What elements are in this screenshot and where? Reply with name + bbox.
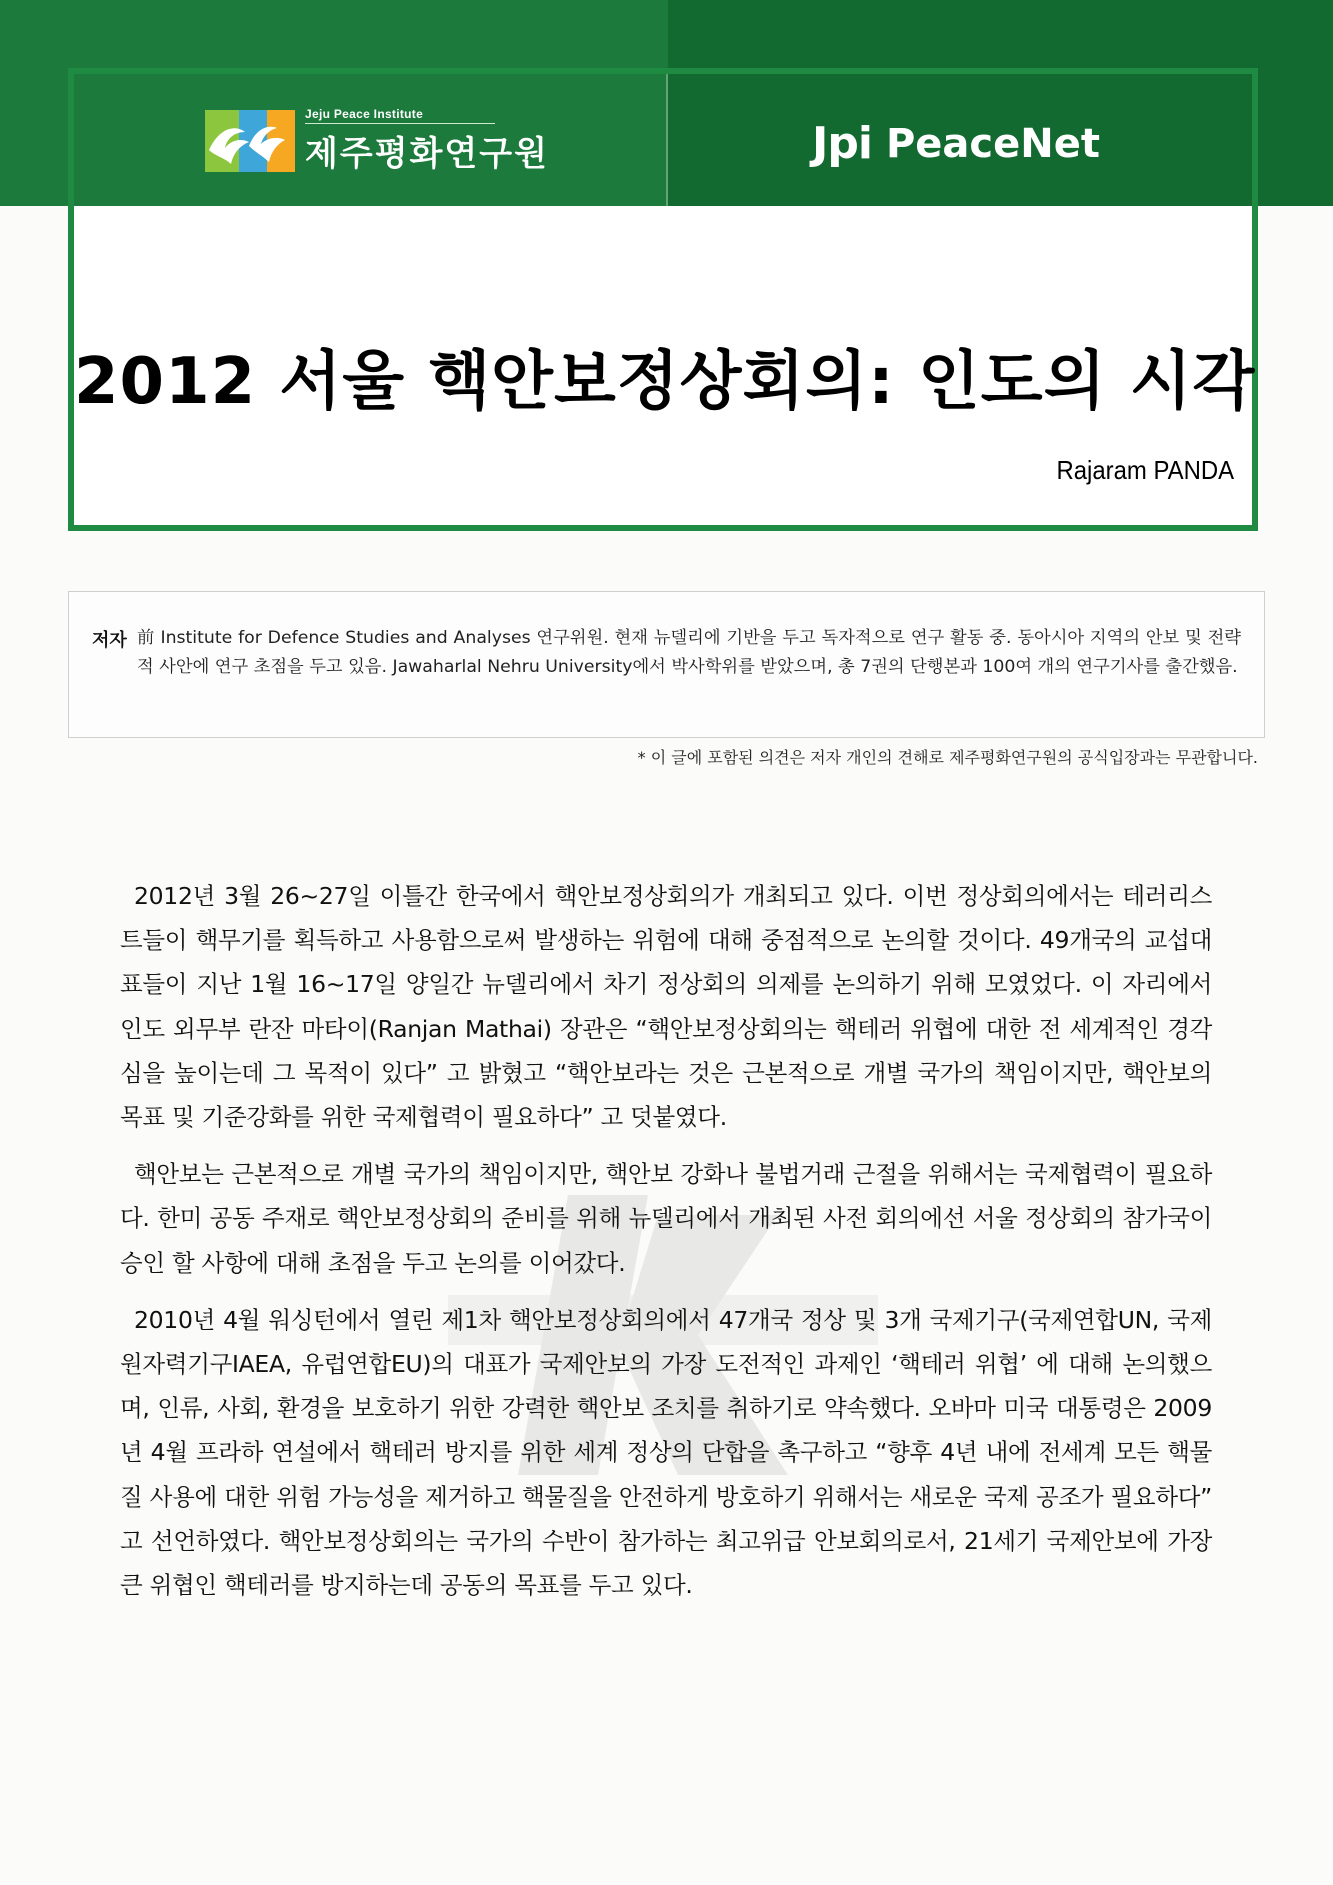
header-divider <box>666 74 668 206</box>
article-body <box>120 874 1212 1620</box>
author-name: Rajaram PANDA <box>1056 455 1234 485</box>
author-label: 저자 <box>92 630 127 651</box>
jeju-logo-english: Jeju Peace Institute <box>305 107 495 124</box>
jeju-logo-korean: 제주평화연구원 <box>305 134 549 174</box>
jpi-mark: Jpi <box>812 118 872 169</box>
dove-logo-icon <box>205 110 295 172</box>
document-title: 2012 서울 핵안보정상회의: 인도의 시각 <box>74 345 1256 419</box>
jeju-peace-institute-logo <box>205 108 549 174</box>
jpi-peacenet-logo <box>812 118 1100 169</box>
paragraph: 2010년 4월 워싱턴에서 열린 제1차 핵안보정상회의에서 47개국 정상 및 3개 국제기구(국제연합UN, 국제원자력기구IAEA, 유럽연합EU)의 대표가 국제안보의 가장 도전적인 과제인 ‘핵테러 위협’ 에 대해 논의했으며, 인류, 사회, 환경을 보호하기 위한 강력한 핵안보 조치를 취하기로 약속했다. 오바마 미국 대통령은 2009년 4월 프라하 연설에서 핵테러 방지를 위한 세계 정상의 단합을 촉구하고 “향후 4년 내에 전세계 모든 핵물질 사용에 대한 위험 가능성을 제거하고 핵물질을 안전하게 방호하기 위해서는 새로운 국제 공조가 필요하다” 고 선언하였다. 핵안보정상회의는 국가의 수반이 참가하는 최고위급 안보회의로서, 21세기 국제안보에 가장 큰 위협인 핵테러를 방지하는데 공동의 목표를 두고 있다. <box>120 1305 1212 1600</box>
peacenet-label: PeaceNet <box>885 120 1100 167</box>
header-band-right <box>668 0 1333 206</box>
disclaimer-note: * 이 글에 포함된 의견은 저자 개인의 견해로 제주평화연구원의 공식입장과는 무관합니다. <box>637 748 1258 767</box>
author-info-box <box>68 591 1265 738</box>
author-description: 前 Institute for Defence Studies and Analyses 연구위원. 현재 뉴델리에 기반을 두고 독자적으로 연구 활동 중. 동아시아 지역의 안보 및 전략적 사안에 연구 초점을 두고 있음. Jawaharlal Nehru University에서 박사학위를 받았으며, 총 7권의 단행본과 100여 개의 연구기사를 출간했음. <box>137 628 1241 677</box>
paragraph: 2012년 3월 26~27일 이틀간 한국에서 핵안보정상회의가 개최되고 있다. 이번 정상회의에서는 테러리스트들이 핵무기를 획득하고 사용함으로써 발생하는 위험에 대해 중점적으로 논의할 것이다. 49개국의 교섭대표들이 지난 1월 16~17일 양일간 뉴델리에서 차기 정상회의 의제를 논의하기 위해 모였었다. 이 자리에서 인도 외무부 란잔 마타이(Ranjan Mathai) 장관은 “핵안보정상회의는 핵테러 위협에 대한 전 세계적인 경각심을 높이는데 그 목적이 있다” 고 밝혔고 “핵안보라는 것은 근본적으로 개별 국가의 책임이지만, 핵안보의 목표 및 기준강화를 위한 국제협력이 필요하다” 고 덧붙였다. <box>120 882 1212 1132</box>
paragraph: 핵안보는 근본적으로 개별 국가의 책임이지만, 핵안보 강화나 불법거래 근절을 위해서는 국제협력이 필요하다. 한미 공동 주재로 핵안보정상회의 준비를 위해 뉴델리에서 개최된 사전 회의에선 서울 정상회의 참가국이 승인 할 사항에 대해 초점을 두고 논의를 이어갔다. <box>120 1160 1212 1277</box>
